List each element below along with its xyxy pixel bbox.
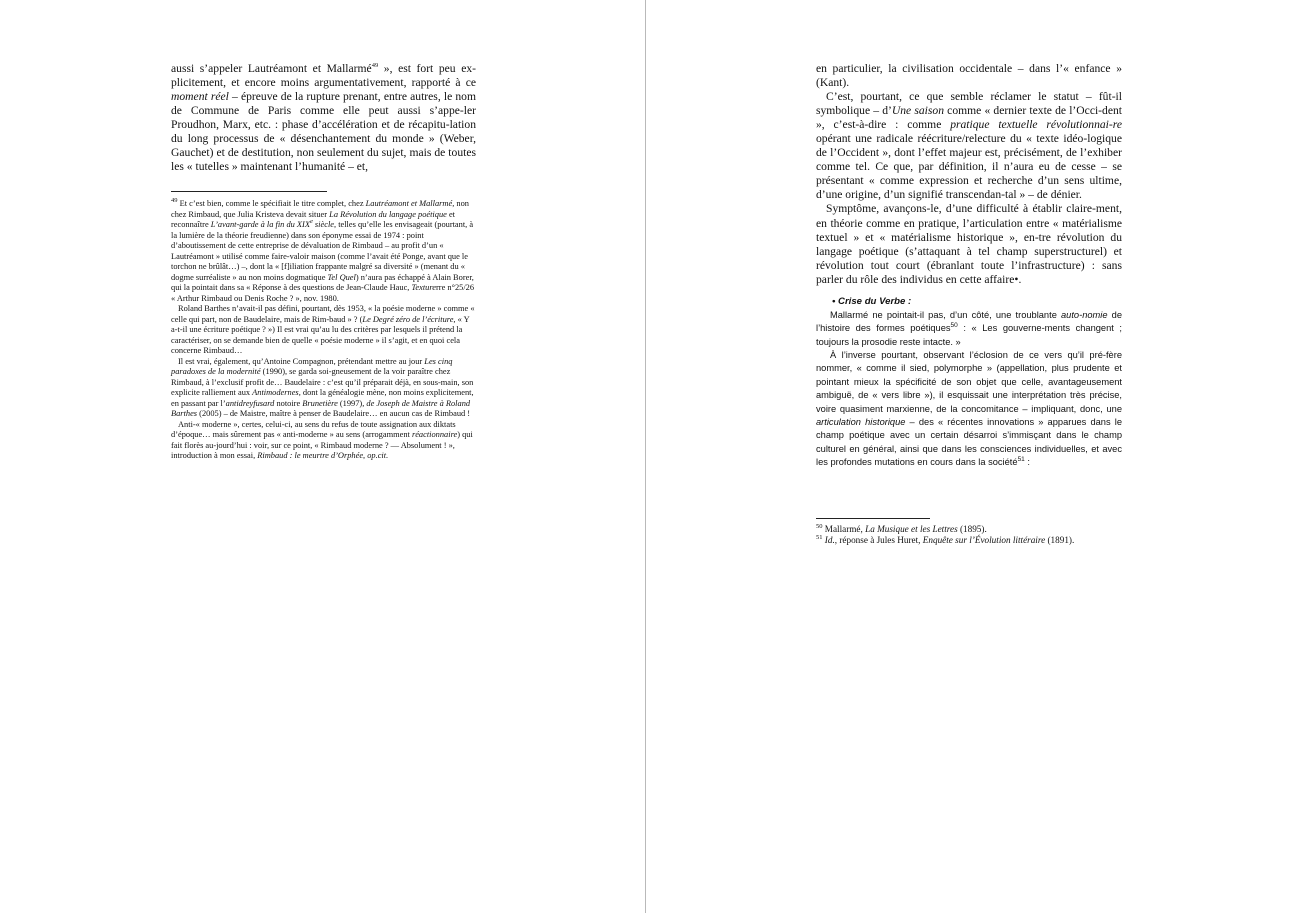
quote-block (816, 309, 1122, 470)
right-paragraph-1: en particulier, la civilisation occidentale – dans l’« enfance » (Kant). (816, 62, 1122, 90)
right-body-text (816, 62, 1122, 470)
footnote-49-p1: $^{49}$ Et c’est bien, comme le spécifiait le titre complet, chez Lautréamont et Mallarmé, non chez Rimbaud, que Julia Kristeva devait situer La Révolution du langage poétique et reconnaître L’avant-garde à la fin du XIXe siècle, telles qu’elle les envisageait (pourtant, à la lumière de la théorie freudienne) dans son éponyme essai de 1974 : point d’aboutissement de cette entreprise de dévaluation de Rimbaud – au profit d’un « Lautréamont » utilisé comme faire-valoir maison (comme l’avait été Ponge, avant que le torchon ne brûlât…) –, dont la « [f]iliation frappante malgré sa diversité » (menant du « dogme surréaliste » au non moins dogmatique Tel Quel) n’aura pas échappé à Alain Borer, qui la pointait dans sa « Réponse à des questions de Jean-Claude Hauc, Texturerre n°25/26 « Arthur Rimbaud ou Denis Roche ? », nov. 1980. (171, 197, 475, 303)
left-paragraph: aussi s’appeler Lautréamont et Mallarmé$^{49}$ », est fort peu ex-plicitement, et encore moins argumentativement, rapporté à ce moment réel – épreuve de la rupture prenant, entre autres, le nom de Commune de Paris comme elle peut aussi s’appe-ler Proudhon, Marx, etc. : phase d’accélération et de récapitu-lation du long processus de « désenchantement du monde » (Weber, Gauchet) et de destitution, non seulement du sujet, mais de toutes les « tutelles » maintenant l’humanité – et, (171, 62, 476, 174)
footnote-49-p4: Anti-« moderne », certes, celui-ci, au sens du refus de toute assignation aux diktats d’époque… mais sûrement pas « anti-moderne » au sens (arrogamment réactionnaire) qui fait florès au-jourd’hui : voir, sur ce point, « Rimbaud moderne ? — Absolument ! », introduction à mon essai, Rimbaud : le meurtre d’Orphée, op.cit. (171, 419, 473, 460)
footnote-50: $^{50}$ Mallarmé, La Musique et les Lettres (1895). (816, 522, 987, 534)
footnote-49-p3: Il est vrai, également, qu’Antoine Compagnon, prétendant mettre au jour Les cinq paradoxes de la modernité (1990), se garda soi-gneusement de la voir paraître chez Rimbaud, à l’exclusif profit de… Baudelaire : c’est qu’il préparait déjà, en sous-main, son explicite ralliement aux Antimodernes, dont la généalogie mène, non moins explicitement, en passant par l’antidreyfusard notoire Brunetière (1997), de Joseph de Maistre à Roland Barthes (2005) – de Maistre, maître à penser de Baudelaire… en aucun cas de Rimbaud ! (171, 356, 474, 418)
sans-paragraph-2: À l’inverse pourtant, observant l’éclosion de ce vers qu’il pré-fère nommer, « comme il sied, polymorphe » (appellation, plus prudente et pointant mieux la spécificité de son objet que celle, avantageusement ambiguë, de « vers libre »), il esquissait une interprétation très précise, voire quasiment marxienne, de la concomitance – impliquant, donc, une articulation historique – des « récentes innovations » apparues dans le champ poétique avec un certain désarroi s’immisçant dans le champ culturel en général, ainsi que dans les consciences individuelles, et avec les profondes mutations en cours dans la société$^{51}$ : (816, 350, 1122, 468)
right-paragraph-2: C’est, pourtant, ce que semble réclamer le statut – fût-il symbolique – d’Une saison comme « dernier texte de l’Occi-dent », c’est-à-dire : comme pratique textuelle révolutionnai-re opérant une radicale réécriture/relecture du « texte idéo-logique de l’Occident », dont l’effet majeur est, précisément, de l’exhiber comme tel. Ce que, par définition, il n’aura eu de cesse – se présentant « comme expression et recherche d’un sens ultime, d’une origine, d’un signifié transcendan-tal » – de dénier. (816, 90, 1123, 202)
footnote-ref-50[interactable]: 50 (950, 322, 958, 330)
right-footnotes (816, 524, 1126, 547)
section-title-crise-du-verbe: • Crise du Verbe : (832, 295, 912, 307)
footnote-ref-49[interactable]: 49 (371, 62, 379, 70)
footnote-51: $^{51}$ Id., réponse à Jules Huret, Enquête sur l’Évolution littéraire (1891). (816, 534, 1075, 546)
right-page (646, 0, 1291, 913)
footnote-separator (171, 191, 327, 192)
footnote-49-p2: Roland Barthes n’avait-il pas défini, pourtant, dès 1953, « la poésie moderne » comme « celle qui part, non de Baudelaire, mais de Rim-baud » ? (Le Degré zéro de l’écriture, « Y a-t-il une écriture poétique ? ») Il est vrai qu’au lu des critères par lesquels il prétend la caractériser, on se demande bien de quelle « poésie moderne » il s’agit, et en quoi cela concerne Rimbaud… (171, 304, 475, 355)
right-paragraph-3: Symptôme, avançons-le, d’une difficulté à établir claire-ment, en théorie comme en pratique, l’articulation entre « matérialisme textuel » et « matérialisme historique », en-tre révolution du langage poétique (s’attaquant à tel champ superstructurel) et révolution tout court (ébranlant toute l’infrastructure) : sans parler du rôle des individus en cette affaire•. (816, 202, 1122, 286)
footnote-separator-right (816, 518, 930, 519)
footnote-ref-51[interactable]: 51 (1017, 456, 1025, 464)
left-body-text (171, 62, 476, 174)
left-page (0, 0, 645, 913)
footnote-49 (171, 199, 476, 462)
sans-paragraph-1: Mallarmé ne pointait-il pas, d’un côté, une troublante auto-nomie de l’histoire des formes poétiques$^{50}$ : « Les gouverne-ments changent ; toujours la prosodie reste intacte. » (816, 309, 1122, 347)
